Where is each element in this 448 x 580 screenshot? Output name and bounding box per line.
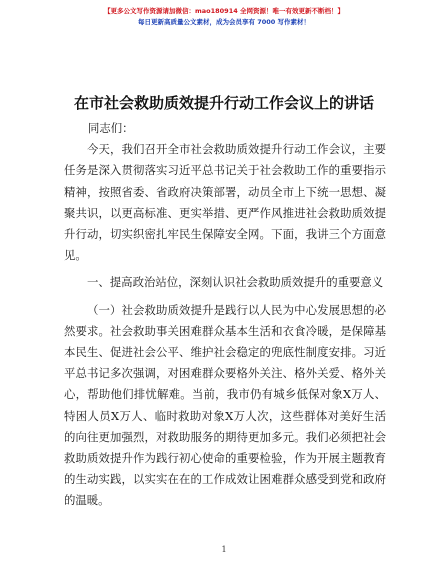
paragraph-section-1-1: （一）社会救助质效提升是践行以人民为中心发展思想的必然要求。社会救助事关困难群众基本生活和衣食冷暖，是保障基本民生、促进社会公平、维护社会稳定的兜底性制度安排。习近平总书记多次强调，对困难群众要格外关注、格外关爱、格外关心，帮助他们排忧解难。当前，我市仍有城乡低保对象X万人、特困人员X万人、临时救助对象X万人次，这些群体对美好生活的向往更加强烈，对救助服务的期待更加多元。我们必须把社会救助质效提升作为践行初心使命的重要检验，作为开展主题教育的生动实践，以实实在在的工作成效让困难群众感受到党和政府的温暖。 [64, 302, 386, 508]
paragraph-intro: 今天，我们召开全市社会救助质效提升行动工作会议，主要任务是深入贯彻落实习近平总书记关于社会救助工作的重要指示精神，按照省委、省政府决策部署，动员全市上下统一思想、凝聚共识，以更高标准、更实举措、更严作风推进社会救助质效提升行动，切实织密扎牢民生保障安全网。下面，我讲三个方面意见。 [64, 142, 386, 263]
section-heading-1: 一、提高政治站位，深刻认识社会救助质效提升的重要意义 [87, 275, 384, 290]
document-body [64, 118, 386, 512]
document-title: 在市社会救助质效提升行动工作会议上的讲话 [73, 94, 374, 112]
promo-banner-line-1: 【更多公文写作资源请加微信：mao180914 全网资源！唯一有效更新不断档！】 [103, 7, 345, 15]
promo-banner-line-2: 每日更新高质量公文素材，成为会员享有 7000 写作素材！ [137, 18, 311, 26]
page-number: 1 [221, 545, 227, 554]
salutation: 同志们： [88, 121, 134, 135]
